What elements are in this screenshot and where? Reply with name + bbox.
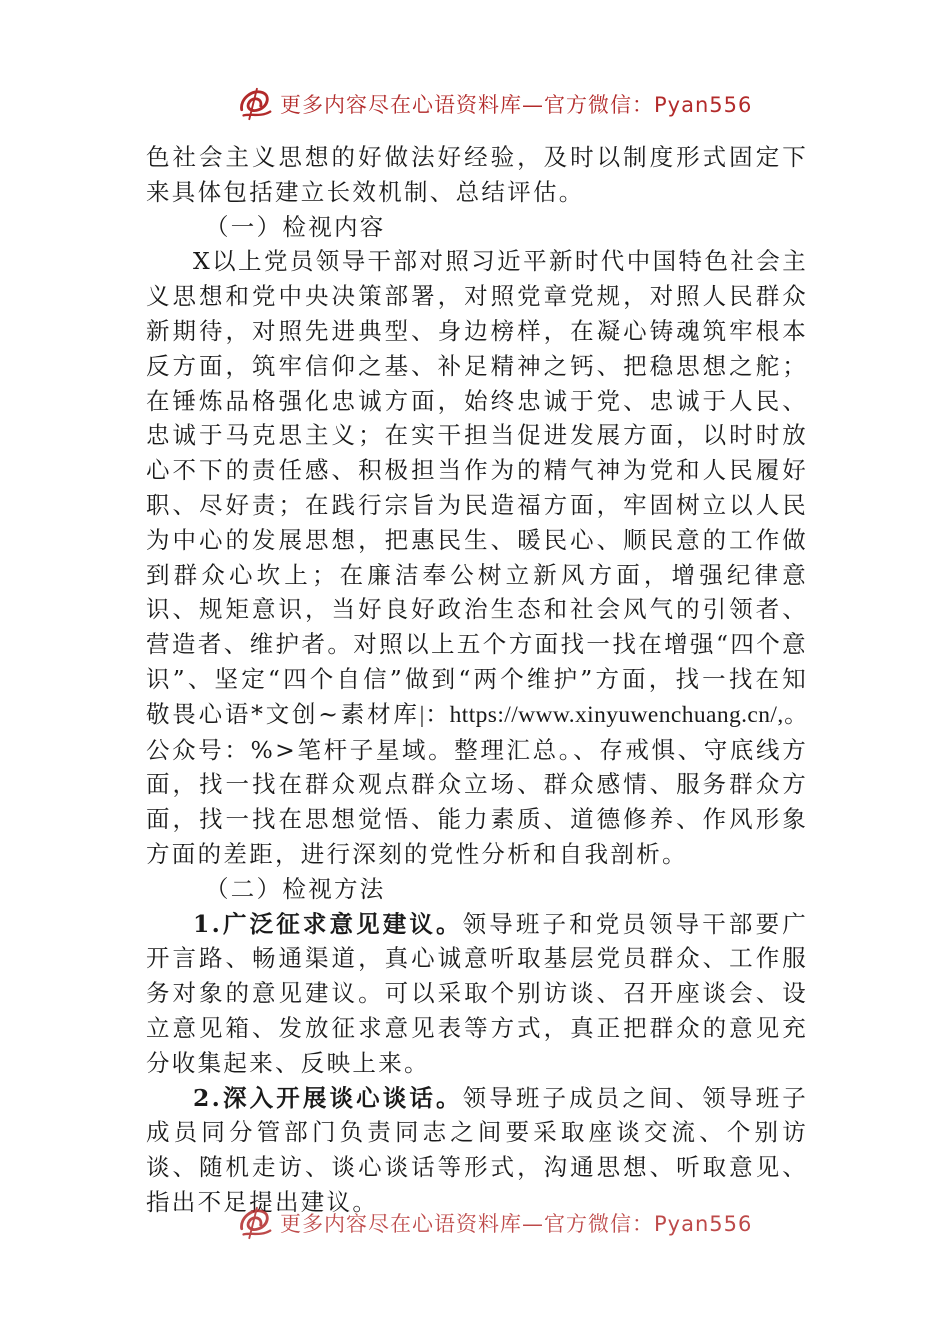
paragraph-text: X以上党员领导干部对照习近平新时代中国特色社会主义思想和党中央决策部署，对照党章党规，对照人民群众新期待，对照先进典型、身边榜样，在凝心铸魂筑牢根本反方面，筑牢信仰之基、补足精神之钙、把稳思想之舵；在锤炼品格强化忠诚方面，始终忠诚于党、忠诚于人民、忠诚于马克思主义；在实干担当促进发展方面，以时时放心不下的责任感、积极担当作为的精气神为党和人民履好职、尽好责；在践行宗旨为民造福方面，牢固树立以人民为中心的发展思想，把惠民生、暖民心、顺民意的工作做到群众心坎上；在廉洁奉公树立新风方面，增强纪律意识、规矩意识，当好良好政治生态和社会风气的引领者、营造者、维护者。对照以上五个方面找一找在增强“四个意识”、坚定“四个自信”做到“两个维护”方面，找一找在知敬畏心语*文创~素材库 [146,247,808,728]
method-1-title: 1.广泛征求意见建议。 [193,909,463,938]
paragraph-inspection-content [146,244,808,871]
section-heading-inspection-content: （一）检视内容 [205,212,386,241]
method-2-title: 2.深入开展谈心谈话。 [193,1083,463,1112]
paragraph-continuation: 色社会主义思想的好做法好经验，及时以制度形式固定下来具体包括建立长效机制、总结评估。 [146,143,808,206]
document-body [146,140,808,1220]
signature-swirl-icon [236,1204,274,1242]
watermark-text: 更多内容尽在心语资料库—官方微信：Pyan556 [280,93,753,117]
signature-swirl-icon [236,85,274,123]
watermark-header [236,84,753,124]
paragraph-method-2 [146,1081,808,1220]
paragraph-method-1 [146,907,808,1081]
watermark-footer [236,1203,753,1243]
inline-url-text: |：https://www.xinyuwenchuang.cn/,。 [419,701,808,728]
method-2-text: 领导班子成员之间、领导班子成员同分管部门负责同志之间要采取座谈交流、个别访谈、随机走访、谈心谈话等形式，沟通思想、听取意见、指出不足提出建议。 [146,1083,808,1216]
section-heading-inspection-method: （二）检视方法 [205,874,386,903]
paragraph-text: 公众号：%>笔杆子星域。整理汇总。、存戒惧、守底线方面，找一找在群众观点群众立场、群众感情、服务群众方面，找一找在思想觉悟、能力素质、道德修养、作风形象方面的差距，进行深刻的党性分析和自我剖析。 [146,735,808,868]
method-1-text: 领导班子和党员领导干部要广开言路、畅通渠道，真心诚意听取基层党员群众、工作服务对象的意见建议。可以采取个别访谈、召开座谈会、设立意见箱、发放征求意见表等方式，真正把群众的意见充分收集起来、反映上来。 [146,909,808,1077]
watermark-text: 更多内容尽在心语资料库—官方微信：Pyan556 [280,1212,753,1236]
